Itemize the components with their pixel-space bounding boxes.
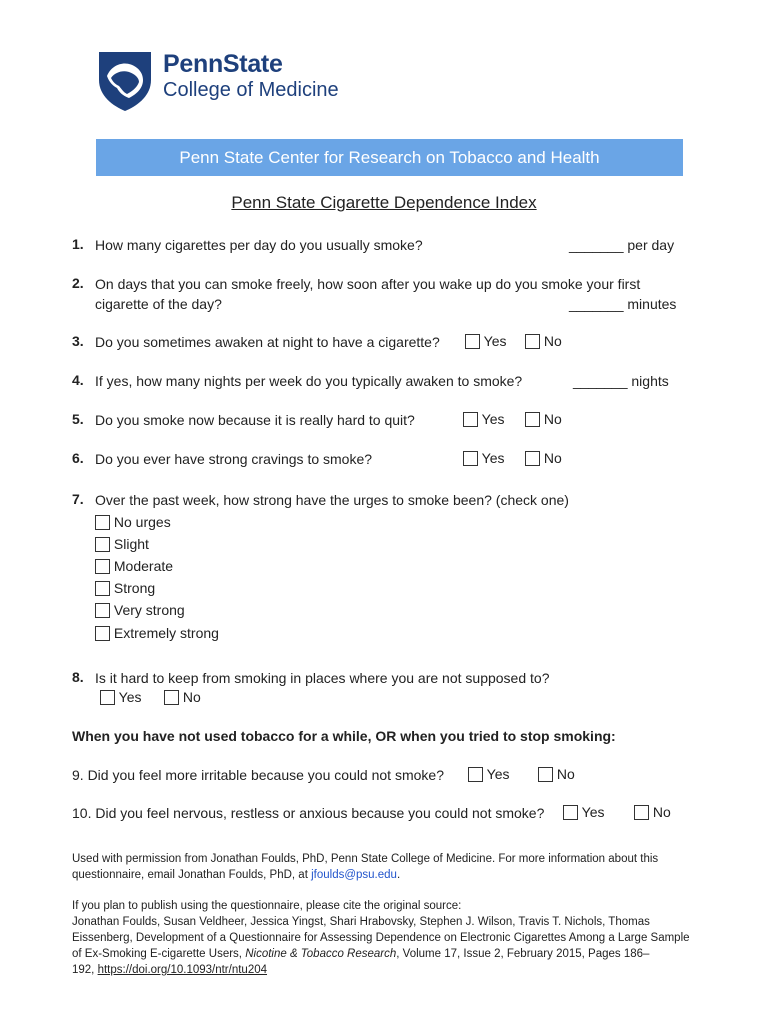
- brand-name: PennState: [163, 50, 283, 78]
- question-10: 10. Did you feel nervous, restless or anxious because you could not smoke?: [72, 805, 545, 821]
- q5-no-option[interactable]: [525, 411, 562, 427]
- checkbox[interactable]: [525, 451, 540, 466]
- permission-note: [72, 851, 712, 883]
- q10-no-option[interactable]: [634, 804, 671, 820]
- citation-line2: Eissenberg, Development of a Questionnaire for Assessing Dependence on Electronic Cigarettes Among a Large Sample: [72, 932, 690, 944]
- question-text: Do you ever have strong cravings to smoke?: [95, 451, 373, 467]
- option-label: Strong: [113, 580, 156, 596]
- citation-text: of Ex-Smoking E-cigarette Users,: [72, 948, 246, 960]
- doi-link[interactable]: https://doi.org/10.1093/ntr/ntu204: [97, 964, 268, 976]
- q7-option-strong[interactable]: [95, 580, 155, 596]
- option-label: No: [182, 689, 201, 705]
- checkbox[interactable]: [563, 805, 578, 820]
- question-text: If yes, how many nights per week do you typically awaken to smoke?: [95, 373, 523, 389]
- option-label: Yes: [486, 766, 510, 782]
- checkbox[interactable]: [468, 767, 483, 782]
- q9-yes-option[interactable]: [468, 766, 509, 782]
- option-label: Very strong: [113, 602, 185, 618]
- q2-answer-field[interactable]: _______ minutes: [569, 296, 677, 312]
- question-number: 7.: [72, 491, 84, 507]
- email-link[interactable]: jfoulds@psu.edu: [311, 869, 397, 881]
- period: .: [396, 869, 401, 881]
- question-text: Is it hard to keep from smoking in places where you are not supposed to?: [95, 670, 550, 686]
- q7-option-no-urges[interactable]: [95, 514, 171, 530]
- citation-line1: Jonathan Foulds, Susan Veldheer, Jessica Yingst, Shari Hrabovsky, Stephen J. Wilson, Travis T. Nichols, Thomas: [72, 916, 650, 928]
- checkbox[interactable]: [634, 805, 649, 820]
- checkbox[interactable]: [95, 515, 110, 530]
- option-label: Extremely strong: [113, 625, 219, 641]
- option-label: Yes: [483, 333, 507, 349]
- q9-no-option[interactable]: [538, 766, 575, 782]
- option-label: Moderate: [113, 558, 174, 574]
- center-banner: Penn State Center for Research on Tobacco and Health: [96, 139, 683, 176]
- citation-text: 192,: [72, 964, 98, 976]
- checkbox[interactable]: [525, 334, 540, 349]
- permission-line2: [72, 867, 712, 883]
- citation-line3: [72, 946, 712, 962]
- question-text: Do you sometimes awaken at night to have a cigarette?: [95, 334, 440, 350]
- citation-line4: [72, 962, 712, 978]
- option-label: No: [543, 333, 562, 349]
- option-label: Slight: [113, 536, 149, 552]
- question-text-line2: cigarette of the day?: [95, 296, 222, 312]
- checkbox[interactable]: [465, 334, 480, 349]
- q7-option-very-strong[interactable]: [95, 602, 185, 618]
- q4-answer-field[interactable]: _______ nights: [573, 373, 669, 389]
- question-text: How many cigarettes per day do you usually smoke?: [95, 237, 423, 253]
- question-number: 5.: [72, 411, 84, 427]
- checkbox[interactable]: [463, 451, 478, 466]
- checkbox[interactable]: [95, 626, 110, 641]
- q5-yes-option[interactable]: [463, 411, 504, 427]
- question-number: 4.: [72, 372, 84, 388]
- q7-option-moderate[interactable]: [95, 558, 173, 574]
- option-label: No: [543, 411, 562, 427]
- question-number: 2.: [72, 275, 84, 291]
- checkbox[interactable]: [538, 767, 553, 782]
- checkbox[interactable]: [463, 412, 478, 427]
- q8-no-option[interactable]: [164, 689, 201, 705]
- option-label: Yes: [118, 689, 142, 705]
- citation-intro: If you plan to publish using the questionnaire, please cite the original source:: [72, 900, 462, 912]
- q10-yes-option[interactable]: [563, 804, 604, 820]
- question-number: 6.: [72, 450, 84, 466]
- q3-no-option[interactable]: [525, 333, 562, 349]
- section-heading: When you have not used tobacco for a while, OR when you tried to stop smoking:: [72, 728, 616, 744]
- permission-line1: Used with permission from Jonathan Foulds, PhD, Penn State College of Medicine. For more information about this: [72, 853, 659, 865]
- checkbox[interactable]: [100, 690, 115, 705]
- question-text: Do you smoke now because it is really hard to quit?: [95, 412, 415, 428]
- checkbox[interactable]: [95, 581, 110, 596]
- document-title: Penn State Cigarette Dependence Index: [231, 193, 537, 212]
- option-label: Yes: [481, 411, 505, 427]
- q6-yes-option[interactable]: [463, 450, 504, 466]
- question-number: 8.: [72, 669, 84, 685]
- checkbox[interactable]: [164, 690, 179, 705]
- option-label: Yes: [581, 804, 605, 820]
- q7-option-extremely-strong[interactable]: [95, 625, 219, 641]
- checkbox[interactable]: [95, 603, 110, 618]
- q8-yes-option[interactable]: [100, 689, 141, 705]
- q1-answer-field[interactable]: _______ per day: [569, 237, 675, 253]
- citation-block: [72, 898, 712, 978]
- penn-state-shield-logo: [97, 50, 153, 112]
- q7-option-slight[interactable]: [95, 536, 149, 552]
- citation-text: , Volume 17, Issue 2, February 2015, Pages 186–: [396, 948, 650, 960]
- question-number: 1.: [72, 236, 84, 252]
- option-label: No urges: [113, 514, 171, 530]
- question-text-line1: On days that you can smoke freely, how soon after you wake up do you smoke your first: [95, 276, 641, 292]
- question-9: 9. Did you feel more irritable because you could not smoke?: [72, 767, 444, 783]
- option-label: No: [556, 766, 575, 782]
- option-label: Yes: [481, 450, 505, 466]
- checkbox[interactable]: [525, 412, 540, 427]
- option-label: No: [652, 804, 671, 820]
- q6-no-option[interactable]: [525, 450, 562, 466]
- journal-name: Nicotine & Tobacco Research: [245, 948, 397, 960]
- checkbox[interactable]: [95, 559, 110, 574]
- question-text: Over the past week, how strong have the urges to smoke been? (check one): [95, 492, 569, 508]
- option-label: No: [543, 450, 562, 466]
- question-number: 3.: [72, 333, 84, 349]
- q3-yes-option[interactable]: [465, 333, 506, 349]
- checkbox[interactable]: [95, 537, 110, 552]
- brand-college: College of Medicine: [163, 79, 339, 101]
- permission-text: questionnaire, email Jonathan Foulds, PhD, at: [72, 869, 312, 881]
